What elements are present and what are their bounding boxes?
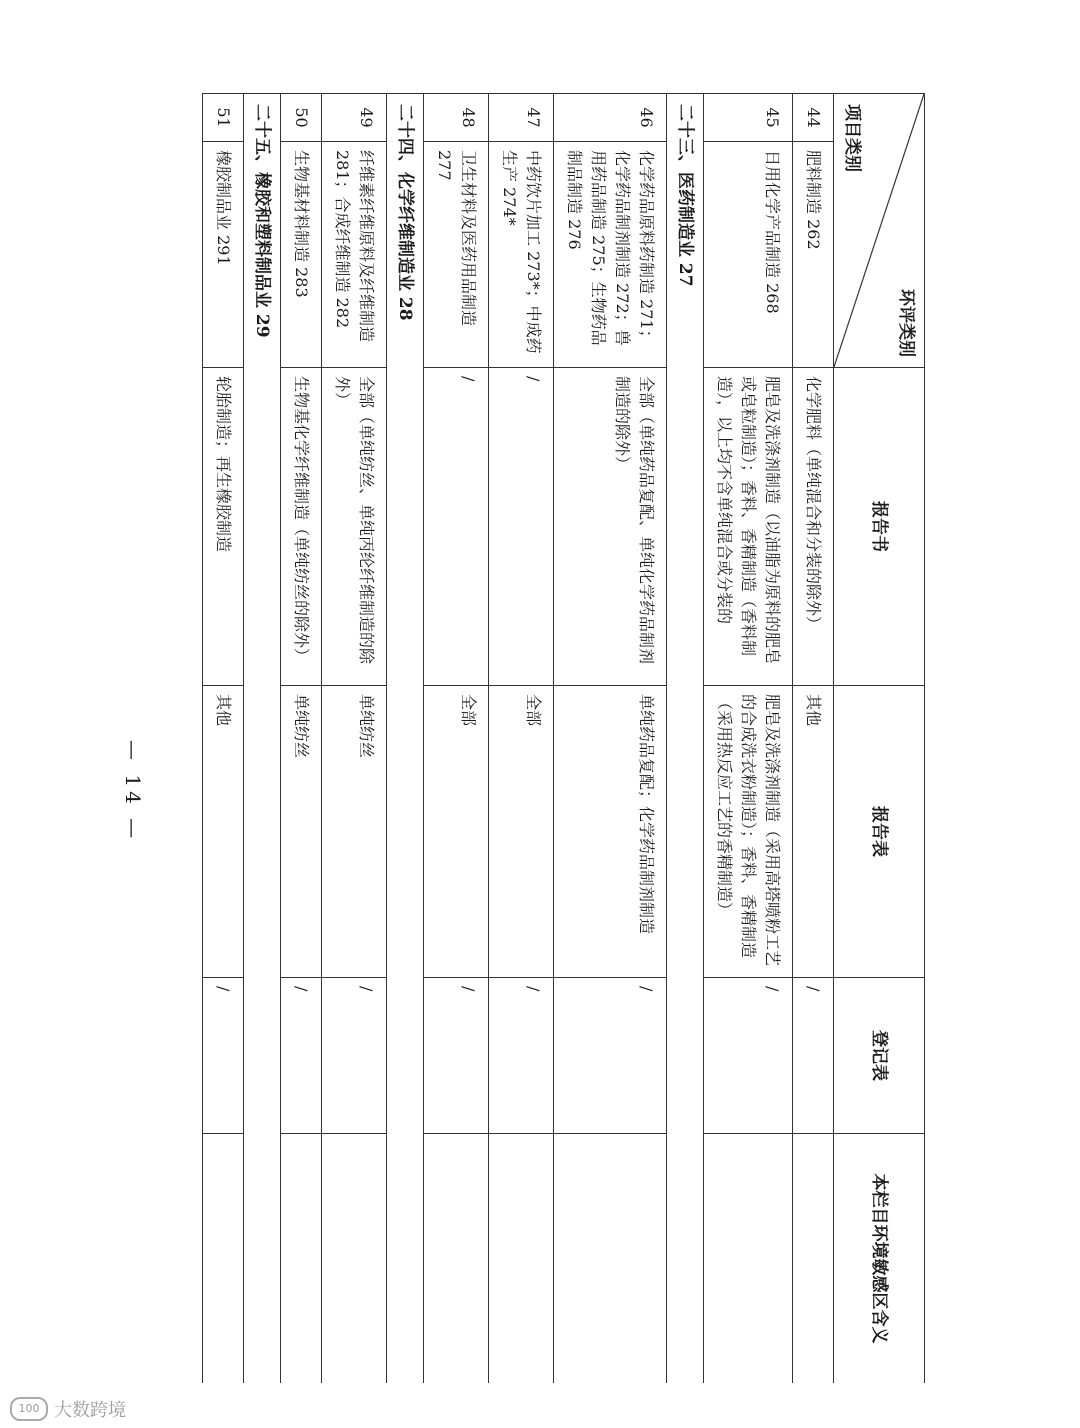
section-title: 二十五、橡胶和塑料制品业 29: [244, 94, 281, 1384]
sensitive-area-cell: [424, 1134, 489, 1384]
sensitive-area-cell: [554, 1134, 667, 1384]
register-cell: /: [489, 978, 554, 1134]
row-number: 51: [203, 94, 244, 142]
watermark-logo: 100: [10, 1397, 48, 1421]
register-cell: /: [554, 978, 667, 1134]
sensitive-area-cell: [203, 1134, 244, 1384]
row-number: 44: [793, 94, 834, 142]
header-register: 登记表: [834, 978, 925, 1134]
report-table-cell: 其他: [203, 686, 244, 978]
section-title: 二十三、医药制造业 27: [667, 94, 704, 1384]
sensitive-area-cell: [704, 1134, 793, 1384]
report-table-cell: 肥皂及洗涤剂制造（采用高塔喷粉工艺的合成洗衣粉制造）；香料、香精制造（采用热反应工艺的香精制造）: [704, 686, 793, 978]
header-sensitive-area: 本栏目环境敏感区含义: [834, 1134, 925, 1384]
project-name-cell: 日用化学产品制造 268: [704, 142, 793, 368]
register-cell: /: [281, 978, 322, 1134]
table-row: [489, 94, 554, 1384]
sensitive-area-cell: [793, 1134, 834, 1384]
row-number: 45: [704, 94, 793, 142]
sensitive-area-cell: [322, 1134, 387, 1384]
project-name-cell: 生物基材料制造 283: [281, 142, 322, 368]
table-row: [424, 94, 489, 1384]
register-cell: /: [322, 978, 387, 1134]
project-name-cell: 卫生材料及医药用品制造 277: [424, 142, 489, 368]
project-name-cell: 肥料制造 262: [793, 142, 834, 368]
watermark-text: 大数跨境: [54, 1400, 126, 1421]
row-number: 46: [554, 94, 667, 142]
table-row: [704, 94, 793, 1384]
report-book-cell: 化学肥料（单纯混合和分装的除外）: [793, 368, 834, 686]
rotated-page: [155, 93, 925, 1383]
page-number: — 14 —: [121, 740, 145, 843]
register-cell: /: [704, 978, 793, 1134]
report-table-cell: 其他: [793, 686, 834, 978]
register-cell: /: [793, 978, 834, 1134]
table-body: [203, 94, 834, 1384]
report-book-cell: 轮胎制造；再生橡胶制造: [203, 368, 244, 686]
report-book-cell: 生物基化学纤维制造（单纯纺丝的除外）: [281, 368, 322, 686]
table-row: [322, 94, 387, 1384]
report-book-cell: 肥皂及洗涤剂制造（以油脂为原料的肥皂或皂粒制造）；香料、香精制造（香料制造），以上均不含单纯混合或分装的: [704, 368, 793, 686]
report-table-cell: 全部: [424, 686, 489, 978]
report-table-cell: 单纯纺丝: [281, 686, 322, 978]
project-name-cell: 橡胶制品业 291: [203, 142, 244, 368]
register-cell: /: [203, 978, 244, 1134]
table-row: [554, 94, 667, 1384]
header-eia-category: 环评类别: [896, 289, 916, 357]
report-table-cell: 全部: [489, 686, 554, 978]
report-book-cell: /: [424, 368, 489, 686]
section-row: [667, 94, 704, 1384]
table-row: [203, 94, 244, 1384]
eia-classification-table: [202, 93, 925, 1383]
table-header-row: [834, 94, 925, 1384]
project-name-cell: 纤维素纤维原料及纤维制造 281；合成纤维制造 282: [322, 142, 387, 368]
header-report-book: 报告书: [834, 368, 925, 686]
report-book-cell: 全部（单纯药品复配、单纯化学药品制剂制造的除外）: [554, 368, 667, 686]
register-cell: /: [424, 978, 489, 1134]
project-name-cell: 化学药品原料药制造 271；化学药品制剂制造 272；兽用药品制造 275；生物药品制品制造 276: [554, 142, 667, 368]
row-number: 48: [424, 94, 489, 142]
diagonal-header-cell: [834, 94, 925, 368]
table-row: [281, 94, 322, 1384]
report-table-cell: 单纯药品复配；化学药品制剂制造: [554, 686, 667, 978]
row-number: 50: [281, 94, 322, 142]
report-table-cell: 单纯纺丝: [322, 686, 387, 978]
header-report-table: 报告表: [834, 686, 925, 978]
sensitive-area-cell: [281, 1134, 322, 1384]
section-row: [387, 94, 424, 1384]
project-name-cell: 中药饮片加工 273*；中成药生产 274*: [489, 142, 554, 368]
section-row: [244, 94, 281, 1384]
section-title: 二十四、化学纤维制造业 28: [387, 94, 424, 1384]
row-number: 49: [322, 94, 387, 142]
report-book-cell: 全部（单纯纺丝、单纯丙纶纤维制造的除外）: [322, 368, 387, 686]
report-book-cell: /: [489, 368, 554, 686]
sensitive-area-cell: [489, 1134, 554, 1384]
table-row: [793, 94, 834, 1384]
watermark: [10, 1396, 126, 1422]
row-number: 47: [489, 94, 554, 142]
header-project-category: 项目类别: [842, 104, 862, 172]
document-body: [155, 93, 925, 1383]
